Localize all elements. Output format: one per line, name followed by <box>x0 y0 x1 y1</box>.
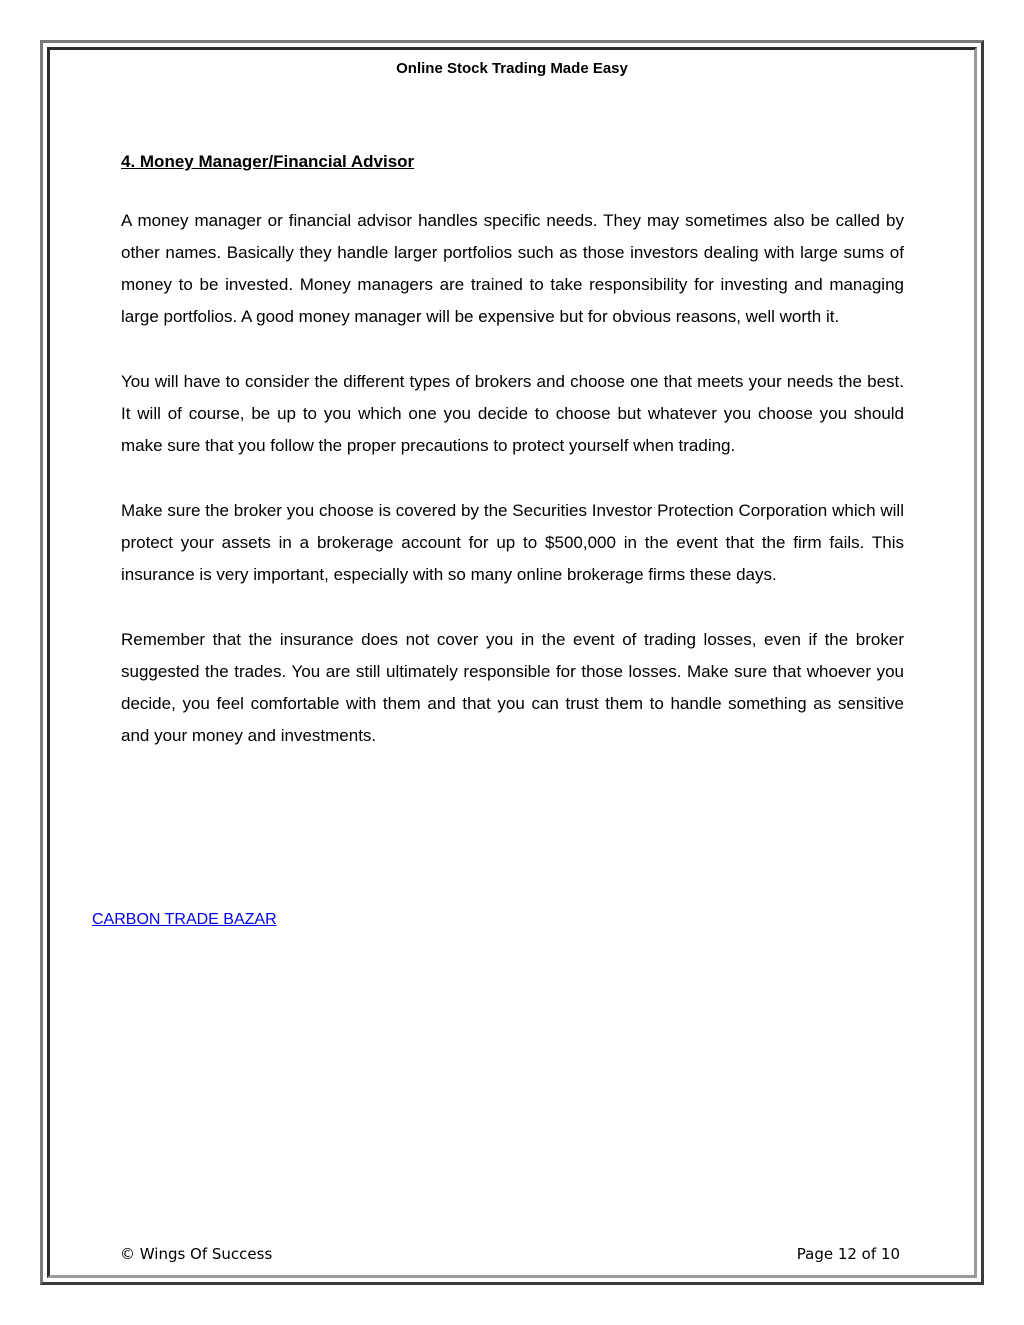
page-header-title: Online Stock Trading Made Easy <box>396 60 628 77</box>
section-heading: 4. Money Manager/Financial Advisor <box>121 152 415 171</box>
footer-copyright: © Wings Of Success <box>120 1245 273 1263</box>
paragraph-sipc-coverage: Make sure the broker you choose is covered by the Securities Investor Protection Corporation which will protect your assets in a brokerage account for up to $500,000 in the event that the firm fails. This insurance is very important, especially with so many online brokerage firms these days. <box>121 501 904 584</box>
paragraph-insurance-limits: Remember that the insurance does not cover you in the event of trading losses, even if the broker suggested the trades. You are still ultimately responsible for those losses. Make sure that whoever you decide, you feel comfortable with them and that you can trust them to handle something as sensitive and your money and investments. <box>121 630 904 745</box>
paragraph-money-manager: A money manager or financial advisor handles specific needs. They may sometimes also be called by other names. Basically they handle larger portfolios such as those investors dealing with large sums of money to be invested. Money managers are trained to take responsibility for investing and managing large portfolios. A good money manager will be expensive but for obvious reasons, well worth it. <box>121 211 904 326</box>
document-body <box>121 149 904 785</box>
footer-page-number: Page 12 of 10 <box>796 1245 900 1263</box>
carbon-trade-bazar-link[interactable]: CARBON TRADE BAZAR <box>92 911 277 928</box>
paragraph-choose-broker: You will have to consider the different types of brokers and choose one that meets your needs the best. It will of course, be up to you which one you decide to choose but whatever you choose you should make sure that you follow the proper precautions to protect yourself when trading. <box>121 372 904 455</box>
